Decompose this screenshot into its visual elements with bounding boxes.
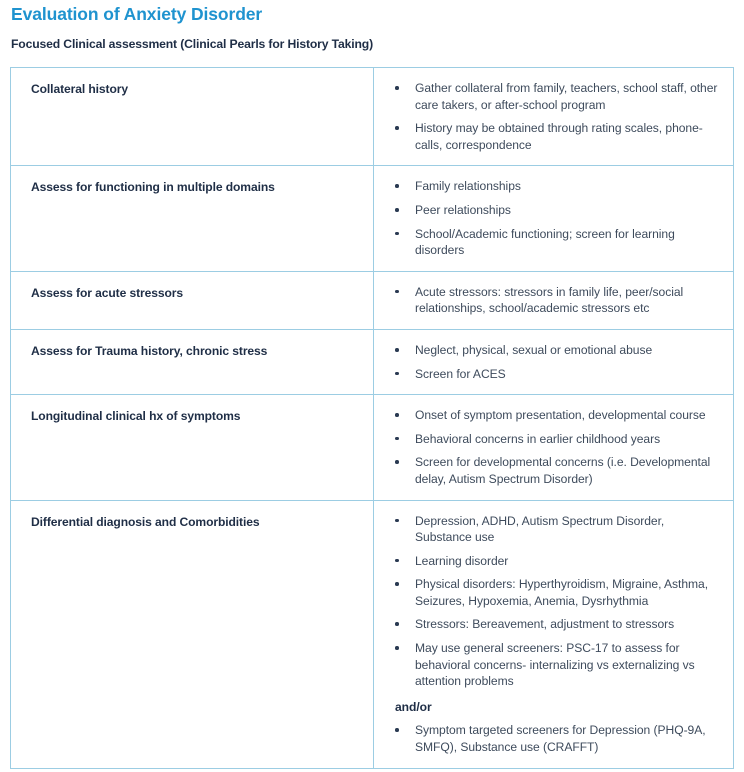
bullet-list-secondary	[385, 722, 723, 755]
list-item: Screen for developmental concerns (i.e. Developmental delay, Autism Spectrum Disorder)	[385, 454, 723, 487]
list-item: Peer relationships	[385, 202, 723, 219]
row-detail-cell	[374, 271, 734, 329]
table-body	[11, 68, 734, 769]
list-item: Onset of symptom presentation, developmental course	[385, 407, 723, 424]
row-detail-cell	[374, 329, 734, 394]
row-label: Assess for Trauma history, chronic stress	[31, 343, 268, 358]
list-item: Gather collateral from family, teachers, school staff, other care takers, or after-school program	[385, 80, 723, 113]
row-detail-cell	[374, 395, 734, 500]
page-subtitle: Focused Clinical assessment (Clinical Pearls for History Taking)	[11, 37, 374, 51]
list-item: Depression, ADHD, Autism Spectrum Disorder, Substance use	[385, 513, 723, 546]
row-detail-cell	[374, 68, 734, 166]
row-detail-cell	[374, 166, 734, 271]
bullet-list	[385, 342, 723, 382]
list-item: Learning disorder	[385, 553, 723, 570]
row-label-cell	[11, 395, 374, 500]
list-item: Physical disorders: Hyperthyroidism, Migraine, Asthma, Seizures, Hypoxemia, Anemia, Dysrhythmia	[385, 576, 723, 609]
row-label: Assess for acute stressors	[31, 285, 184, 300]
row-label: Assess for functioning in multiple domains	[31, 180, 275, 195]
list-item: Family relationships	[385, 178, 723, 195]
list-item: School/Academic functioning; screen for learning disorders	[385, 226, 723, 259]
list-item: Stressors: Bereavement, adjustment to stressors	[385, 616, 723, 633]
table-row	[11, 395, 734, 500]
bullet-list	[385, 284, 723, 317]
list-item: Screen for ACES	[385, 366, 723, 383]
row-label-cell	[11, 329, 374, 394]
list-item: May use general screeners: PSC-17 to assess for behavioral concerns- internalizing vs externalizing vs attention problems	[385, 640, 723, 690]
table-row	[11, 68, 734, 166]
table-row	[11, 166, 734, 271]
list-item: Behavioral concerns in earlier childhood years	[385, 431, 723, 448]
list-item: History may be obtained through rating scales, phone-calls, correspondence	[385, 120, 723, 153]
row-label: Differential diagnosis and Comorbidities	[31, 514, 260, 529]
table-row	[11, 329, 734, 394]
row-detail-cell	[374, 500, 734, 768]
list-item: Neglect, physical, sexual or emotional abuse	[385, 342, 723, 359]
page-title: Evaluation of Anxiety Disorder	[11, 4, 263, 24]
bullet-list	[385, 513, 723, 690]
table-row	[11, 500, 734, 768]
clinical-assessment-table	[10, 67, 734, 769]
list-item: Acute stressors: stressors in family life, peer/social relationships, school/academic stressors etc	[385, 284, 723, 317]
bullet-list	[385, 80, 723, 153]
row-label-cell	[11, 166, 374, 271]
list-item: Symptom targeted screeners for Depression (PHQ-9A, SMFQ), Substance use (CRAFFT)	[385, 722, 723, 755]
bullet-list	[385, 178, 723, 258]
row-label-cell	[11, 500, 374, 768]
connector-label: and/or	[395, 699, 432, 714]
row-label: Collateral history	[31, 82, 128, 96]
bullet-list	[385, 407, 723, 487]
table-row	[11, 271, 734, 329]
row-label: Longitudinal clinical hx of symptoms	[31, 409, 241, 424]
row-label-cell	[11, 271, 374, 329]
row-label-cell	[11, 68, 374, 166]
